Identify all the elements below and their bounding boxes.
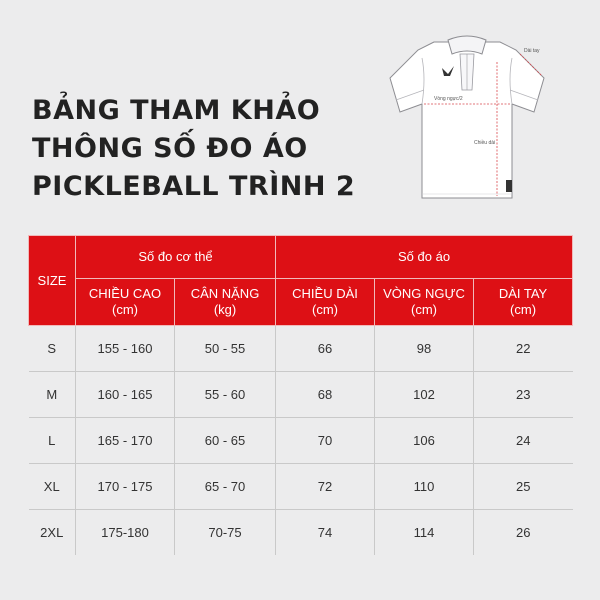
table-row bbox=[29, 326, 573, 372]
title-line-1: BẢNG THAM KHẢO bbox=[32, 95, 321, 126]
column-header-chest: VÒNG NGỰC (cm) bbox=[375, 279, 474, 326]
length-label: Chiều dài bbox=[474, 140, 496, 146]
chest-cell: 114 bbox=[375, 510, 474, 556]
length-cell: 72 bbox=[276, 464, 375, 510]
weight-cell: 65 - 70 bbox=[175, 464, 276, 510]
size-chart-table bbox=[28, 235, 573, 555]
table-row bbox=[29, 464, 573, 510]
table-row bbox=[29, 510, 573, 556]
length-cell: 66 bbox=[276, 326, 375, 372]
size-header: SIZE bbox=[29, 236, 76, 326]
height-cell: 170 - 175 bbox=[76, 464, 175, 510]
column-header-length: CHIỀU DÀI (cm) bbox=[276, 279, 375, 326]
chest-cell: 102 bbox=[375, 372, 474, 418]
body-measure-header: Số đo cơ thể bbox=[76, 236, 276, 279]
hem-tag bbox=[506, 180, 512, 192]
weight-cell: 70-75 bbox=[175, 510, 276, 556]
title-line-2: THÔNG SỐ ĐO ÁO bbox=[32, 133, 308, 164]
height-cell: 175-180 bbox=[76, 510, 175, 556]
column-header-height: CHIỀU CAO (cm) bbox=[76, 279, 175, 326]
column-header-sleeve: DÀI TAY (cm) bbox=[474, 279, 573, 326]
page-title bbox=[32, 92, 372, 206]
length-cell: 74 bbox=[276, 510, 375, 556]
weight-cell: 55 - 60 bbox=[175, 372, 276, 418]
height-cell: 160 - 165 bbox=[76, 372, 175, 418]
shirt-illustration bbox=[382, 28, 552, 206]
weight-cell: 60 - 65 bbox=[175, 418, 276, 464]
sleeve-cell: 23 bbox=[474, 372, 573, 418]
weight-cell: 50 - 55 bbox=[175, 326, 276, 372]
size-cell: M bbox=[29, 372, 76, 418]
chest-cell: 110 bbox=[375, 464, 474, 510]
chest-cell: 106 bbox=[375, 418, 474, 464]
table-row bbox=[29, 372, 573, 418]
size-cell: XL bbox=[29, 464, 76, 510]
sleeve-cell: 25 bbox=[474, 464, 573, 510]
size-cell: S bbox=[29, 326, 76, 372]
chest-cell: 98 bbox=[375, 326, 474, 372]
length-cell: 68 bbox=[276, 372, 375, 418]
sleeve-cell: 22 bbox=[474, 326, 573, 372]
table-row bbox=[29, 418, 573, 464]
size-cell: 2XL bbox=[29, 510, 76, 556]
shirt-measure-header: Số đo áo bbox=[276, 236, 573, 279]
height-cell: 155 - 160 bbox=[76, 326, 175, 372]
column-header-weight: CÂN NẶNG (kg) bbox=[175, 279, 276, 326]
shirt-diagram bbox=[382, 28, 552, 206]
title-line-3: PICKLEBALL TRÌNH 2 bbox=[32, 171, 356, 202]
sleeve-cell: 24 bbox=[474, 418, 573, 464]
shirt-collar bbox=[448, 36, 486, 54]
sleeve-label: Dài tay bbox=[524, 48, 540, 54]
height-cell: 165 - 170 bbox=[76, 418, 175, 464]
length-cell: 70 bbox=[276, 418, 375, 464]
sleeve-cell: 26 bbox=[474, 510, 573, 556]
size-cell: L bbox=[29, 418, 76, 464]
chest-label: Vòng ngực/2 bbox=[434, 96, 463, 102]
